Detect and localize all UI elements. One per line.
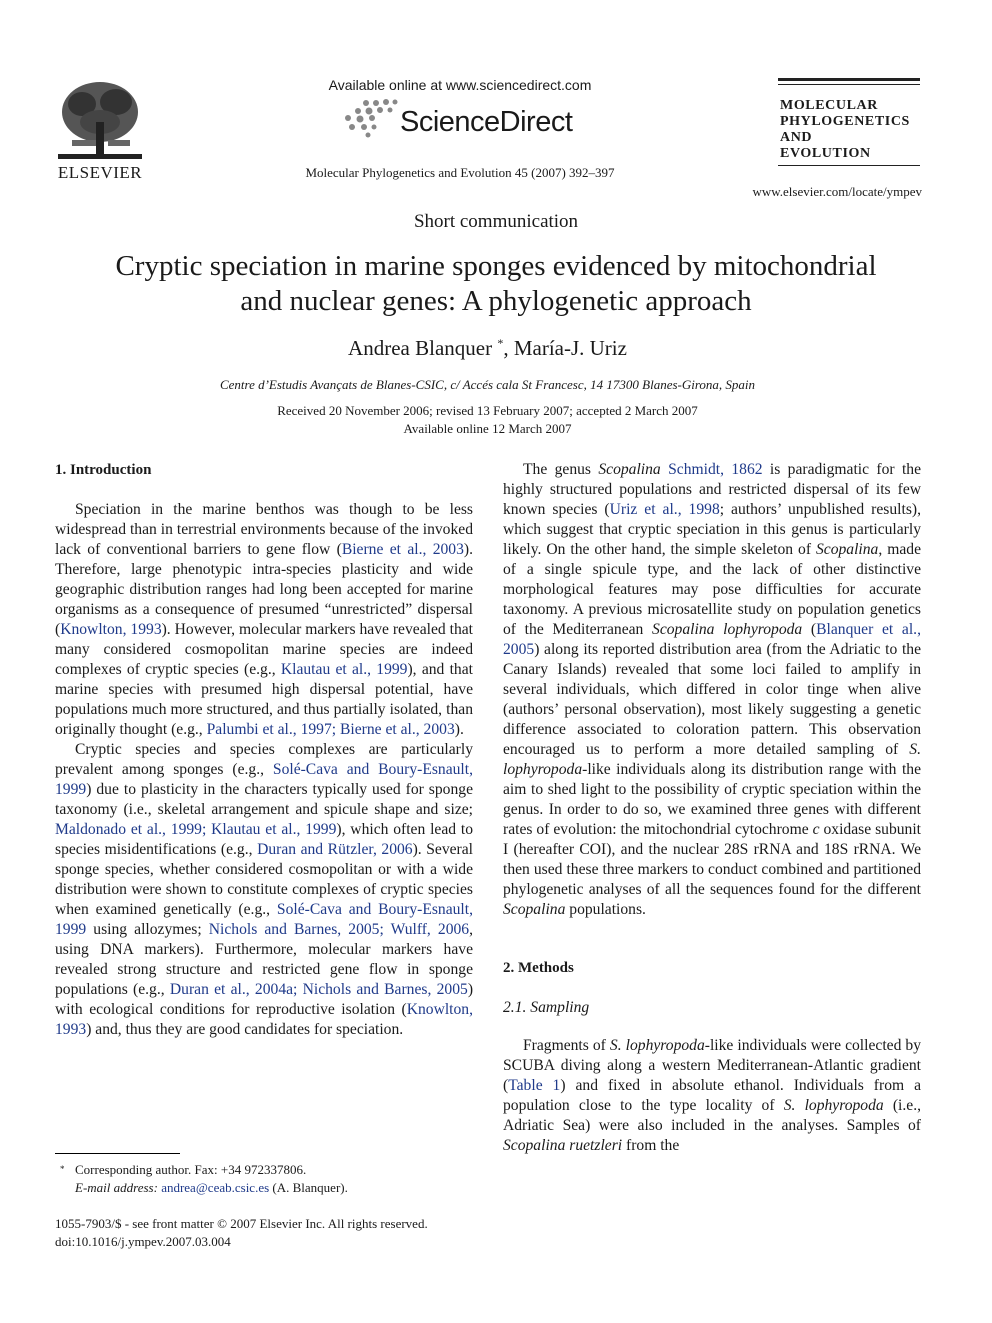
text-run xyxy=(661,461,668,478)
text-run: Speciation in the marine benthos was though to be less widespread than in terrestrial environments because of the invoked lack of conventional barriers to gene flow ( xyxy=(55,501,473,558)
citation-link[interactable]: Maldonado et al., 1999; Klautau et al., 1999 xyxy=(55,821,337,838)
citation-link[interactable]: Klautau et al., 1999 xyxy=(280,661,408,678)
text-run: ) and, thus they are good candidates for speciation. xyxy=(86,1021,404,1038)
author-name: María-J. Uriz xyxy=(513,336,627,360)
citation-link[interactable]: Knowlton, 1993 xyxy=(60,621,162,638)
citation-link[interactable]: Solé-Cava and Boury-Esnault, 1999 xyxy=(55,901,473,938)
text-run: Fragments of xyxy=(523,1037,610,1054)
text-run: ). However, molecular markers have revealed that many considered cosmopolitan marine species are indeed complexes of cryptic species (e.g., xyxy=(55,621,473,678)
corresponding-author: Corresponding author. Fax: +34 972337806. xyxy=(75,1162,307,1177)
text-run: , made of a single spicule type, and the lack of other distinctive morphological features may pose difficulties for accurate taxonomy. A previous microsatellite study on population genetics of the Mediterranean xyxy=(503,541,921,638)
citation-link[interactable]: Duran and Rützler, 2006 xyxy=(257,841,413,858)
text-run: (i.e., Adriatic Sea) were also included in the analyses. Samples of xyxy=(503,1097,921,1134)
text-run: The genus xyxy=(523,461,599,478)
text-run: ( xyxy=(802,621,817,638)
text-run: using allozymes; xyxy=(86,921,209,938)
text-run: populations. xyxy=(565,901,646,918)
text-run: ; authors’ unpublished results), which suggest that cryptic speciation in this genus is particularly likely. On the other hand, the simple skeleton of xyxy=(503,501,921,558)
email-link[interactable]: andrea@ceab.csic.es xyxy=(161,1180,270,1195)
author-list: Andrea Blanquer *, María-J. Uriz xyxy=(348,336,627,360)
email-line: E-mail address: andrea@ceab.csic.es (A. Blanquer). xyxy=(75,1180,348,1195)
section-heading: 1. Introduction xyxy=(55,462,152,478)
italic-term: Scopalina xyxy=(815,541,879,558)
citation-link[interactable]: Bierne et al., 2003 xyxy=(341,541,464,558)
text-run: ), which often lead to species misidentifications (e.g., xyxy=(55,821,474,858)
paragraph xyxy=(503,460,921,920)
italic-term: c xyxy=(812,821,820,838)
italic-term: S. lophyropoda xyxy=(609,1037,705,1054)
citation-link[interactable]: Duran et al., 2004a; Nichols and Barnes, 2005 xyxy=(169,981,468,998)
journal-url[interactable]: www.elsevier.com/locate/ympev xyxy=(752,184,922,199)
italic-term: Scopalina xyxy=(503,901,566,918)
citation-link[interactable]: Blanquer et al., 2005 xyxy=(503,621,921,658)
left-column xyxy=(55,460,473,1040)
text-run: -like individuals were collected by SCUBA diving along a western Mediterranean-Atlantic gradient ( xyxy=(503,1037,922,1094)
italic-term: Scopalina ruetzleri xyxy=(503,1137,623,1154)
paragraph xyxy=(55,740,473,1040)
journal-citation: Molecular Phylogenetics and Evolution 45 (2007) 392–397 xyxy=(305,165,615,180)
text-run: , using DNA markers). Furthermore, molecular markers have revealed strong structure and restricted gene flow in sponge populations (e.g., xyxy=(55,921,473,998)
journal-masthead xyxy=(778,78,920,168)
issn-copyright: 1055-7903/$ - see front matter © 2007 Elsevier Inc. All rights reserved. xyxy=(55,1216,428,1231)
front-matter xyxy=(55,1215,485,1251)
citation-link[interactable]: Uriz et al., 1998 xyxy=(609,501,720,518)
paragraph xyxy=(503,1036,921,1156)
author-name: Andrea Blanquer xyxy=(348,336,493,360)
text-run: ) due to plasticity in the characters typically used for sponge taxonomy (i.e., skeletal arrangement and spicule shape and size; xyxy=(55,781,473,818)
text-run: from the xyxy=(622,1137,680,1154)
sciencedirect-logo: ScienceDirect xyxy=(400,106,573,138)
text-run: is paradigmatic for the highly structured populations and restricted dispersal of its few known species ( xyxy=(503,461,922,518)
available-online-date: Available online 12 March 2007 xyxy=(403,421,572,436)
available-online-banner[interactable]: Available online at www.sciencedirect.com xyxy=(328,77,592,93)
citation-link[interactable]: Palumbi et al., 1997; Bierne et al., 2003 xyxy=(206,721,455,738)
text-run: ). xyxy=(454,721,464,738)
publisher-name: ELSEVIER xyxy=(57,163,143,182)
footnote-mark: * xyxy=(60,1164,65,1174)
right-column xyxy=(503,460,921,1156)
text-run: ) along its reported distribution area (from the Adriatic to the Canary Islands) revealed that some loci failed to amplify in several individuals, which differed in color tinge when alive (authors’ personal observation), most likely suggesting a genetic difference associated to coloration pattern. This observation encouraged us to perform a more detailed sampling of xyxy=(503,641,921,758)
paragraph xyxy=(55,500,473,740)
text-run: ) with ecological conditions for reproductive isolation ( xyxy=(55,981,474,1018)
affiliation: Centre d’Estudis Avançats de Blanes-CSIC, c/ Accés cala St Francesc, 14 17300 Blanes-Girona, Spain xyxy=(219,377,756,392)
citation-link[interactable]: Table 1 xyxy=(508,1077,561,1094)
italic-term: Scopalina lophyropoda xyxy=(652,621,803,638)
italic-term: S. lophyropoda xyxy=(503,741,921,778)
journal-title: MOLECULAR PHYLOGENETICS AND EVOLUTION xyxy=(780,98,910,161)
citation-link[interactable]: Nichols and Barnes, 2005; Wulff, 2006 xyxy=(208,921,470,938)
article-type: Short communication xyxy=(413,211,579,232)
text-run: oxidase subunit I (hereafter COI), and the nuclear 28S rRNA and 18S rRNA. We then used these three markers to conduct combined and partitioned phylogenetic analyses of all the sequences found for the different xyxy=(503,821,922,898)
text-run: -like individuals along its distribution range with the aim to shed light to the possibility of cryptic speciation within the genus. In order to do so, we examined three genes with different rates of evolution: the mitochondrial cytochrome xyxy=(503,761,921,838)
text-run: Cryptic species and species complexes are particularly prevalent among sponges (e.g., xyxy=(55,741,473,778)
text-run: ) and fixed in absolute ethanol. Individuals from a population close to the type locality of xyxy=(503,1077,921,1114)
corresponding-mark[interactable]: * xyxy=(497,336,504,350)
citation-link[interactable]: Schmidt, 1862 xyxy=(668,461,763,478)
italic-term: S. lophyropoda xyxy=(783,1097,884,1114)
text-run: ), and that marine species with presumed high dispersal potential, have populations much more structured, and thus partially isolated, than originally thought (e.g., xyxy=(55,661,473,738)
citation-link[interactable]: Solé-Cava and Boury-Esnault, 1999 xyxy=(55,761,473,798)
doi[interactable]: doi:10.1016/j.ympev.2007.03.004 xyxy=(55,1234,231,1249)
text-run: ). Several sponge species, whether considered cosmopolitan or with a wide distribution were shown to constitute complexes of cryptic species when examined genetically (e.g., xyxy=(55,841,474,918)
subsection-heading: 2.1. Sampling xyxy=(503,999,590,1016)
text-run: ). Therefore, large phenotypic intra-species plasticity and wide geographic distribution ranges had long been accepted for marine organisms as a consequence of presumed “unrestricted” dispersal ( xyxy=(55,541,473,638)
section-heading: 2. Methods xyxy=(503,960,574,976)
article-title: Cryptic speciation in marine sponges evidenced by mitochondrial and nuclear genes: A phylogenetic approach xyxy=(115,250,877,317)
italic-term: Scopalina xyxy=(598,461,661,478)
footnote-divider xyxy=(55,1153,180,1154)
citation-link[interactable]: Knowlton, 1993 xyxy=(55,1001,473,1038)
received-dates: Received 20 November 2006; revised 13 February 2007; accepted 2 March 2007 xyxy=(277,403,698,418)
